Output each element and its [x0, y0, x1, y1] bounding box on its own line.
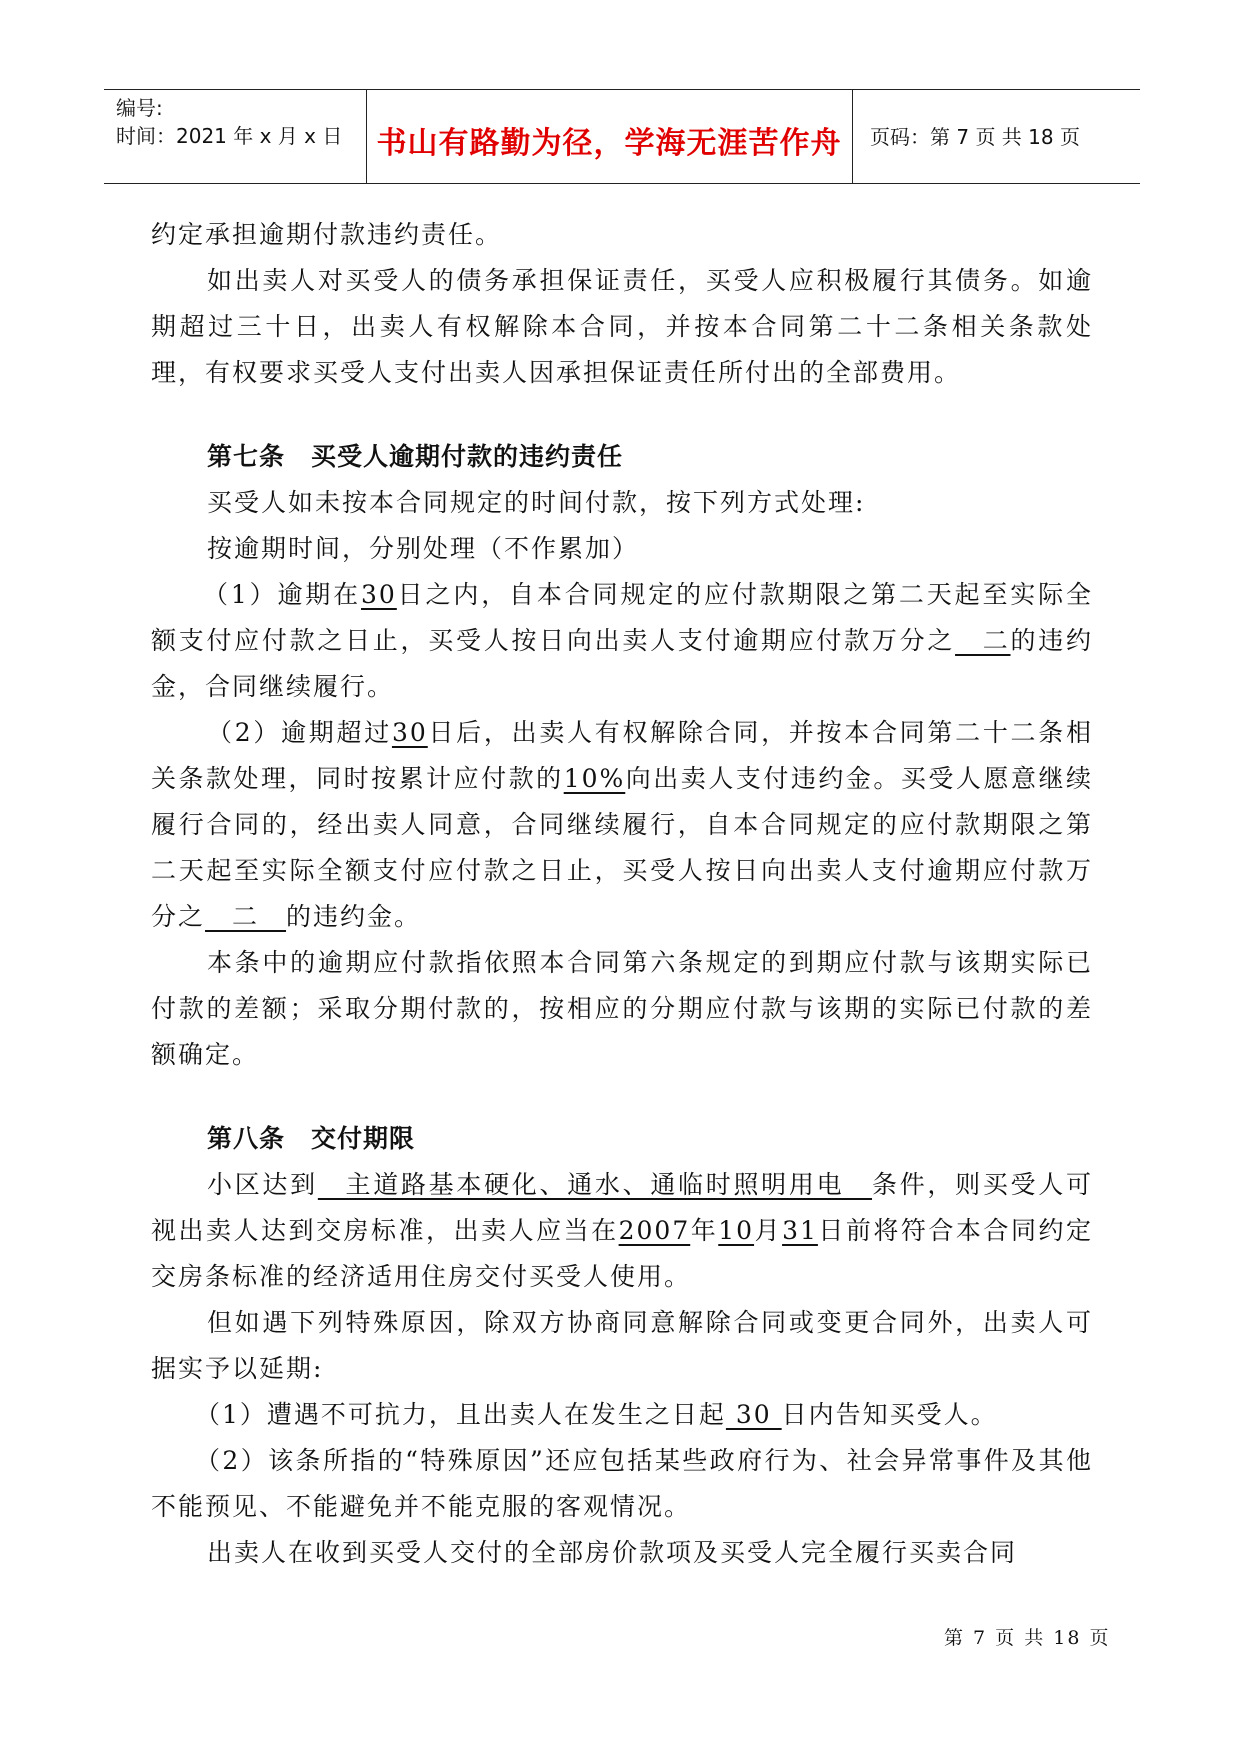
header-motto: 书山有路勤为径，学海无涯苦作舟	[376, 126, 842, 161]
delivery-condition: 主道路基本硬化、通水、通临时照明用电	[317, 1170, 873, 1199]
paragraph: 买受人如未按本合同规定的时间付款，按下列方式处理:	[207, 488, 866, 517]
page-header	[104, 89, 1140, 184]
paragraph: 出卖人在收到买受人交付的全部房价款项及买受人完全履行买卖合同	[207, 1538, 1018, 1567]
header-divider	[852, 90, 853, 183]
header-page-number: 页码：第 7 页 共 18 页	[870, 125, 1080, 149]
overdue-days: 30	[391, 718, 428, 747]
delivery-year: 2007	[618, 1216, 691, 1245]
document-number-label: 编号:	[116, 96, 163, 120]
penalty-rate: 二	[955, 626, 1011, 655]
extension-item-1: （1）遭遇不可抗力，且出卖人在发生之日起 30 日内告知买受人。	[195, 1400, 998, 1429]
clause-item-2: （2）逾期超过30日后，出卖人有权解除合同，并按本合同第二十二条相关条款处理，同时按累计应付款的10%向出卖人支付违约金。买受人愿意继续履行合同的，经出卖人同意，合同继续履行，自本合同规定的应付款期限之第二天起至实际全额支付应付款之日止，买受人按日向出卖人支付逾期应付款万分之 二 的违约金。	[151, 718, 1093, 931]
paragraph: 按逾期时间，分别处理（不作累加）	[207, 534, 640, 563]
paragraph: 约定承担逾期付款违约责任。	[151, 220, 503, 249]
notice-days: 30	[725, 1400, 782, 1429]
penalty-percent: 10%	[563, 764, 626, 793]
paragraph: 如出卖人对买受人的债务承担保证责任，买受人应积极履行其债务。如逾期超过三十日，出卖人有权解除本合同，并按本合同第二十二条相关条款处理，有权要求买受人支付出卖人因承担保证责任所付出的全部费用。	[151, 266, 1093, 387]
penalty-rate: 二	[205, 902, 287, 931]
delivery-day: 31	[782, 1216, 818, 1245]
extension-item-2: （2）该条所指的“特殊原因”还应包括某些政府行为、社会异常事件及其他不能预见、不能避免并不能克服的客观情况。	[151, 1446, 1093, 1521]
paragraph: 小区达到 主道路基本硬化、通水、通临时照明用电 条件，则买受人可视出卖人达到交房标准，出卖人应当在2007年10月31日前将符合本合同约定交房条标准的经济适用住房交付买受人使用。	[151, 1170, 1093, 1291]
clause-item-1: （1）逾期在30日之内，自本合同规定的应付款期限之第二天起至实际全额支付应付款之日止，买受人按日向出卖人支付逾期应付款万分之 二的违约金，合同继续履行。	[151, 580, 1093, 701]
paragraph: 但如遇下列特殊原因，除双方协商同意解除合同或变更合同外，出卖人可据实予以延期:	[151, 1308, 1093, 1383]
document-time-label: 时间：2021 年 x 月 x 日	[116, 124, 343, 148]
overdue-days: 30	[361, 580, 397, 609]
delivery-month: 10	[718, 1216, 755, 1245]
paragraph: 本条中的逾期应付款指依照本合同第六条规定的到期应付款与该期实际已付款的差额；采取分期付款的，按相应的分期应付款与该期的实际已付款的差额确定。	[151, 948, 1093, 1069]
footer-page-number: 第 7 页 共 18 页	[944, 1627, 1111, 1649]
header-meta	[116, 94, 342, 150]
section-heading-7: 第七条 买受人逾期付款的违约责任	[207, 442, 624, 471]
section-heading-8: 第八条 交付期限	[207, 1124, 416, 1153]
document-body	[151, 212, 1093, 1576]
